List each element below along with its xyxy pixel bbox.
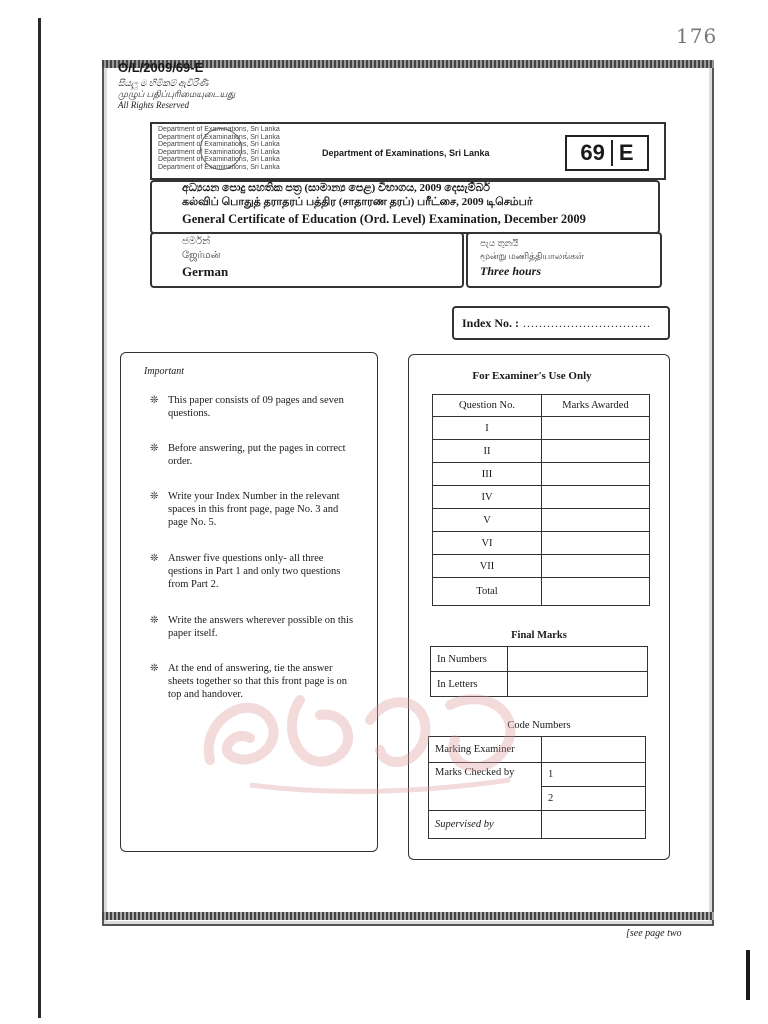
see-page-note: [see page two [626, 928, 682, 939]
page-number: 176 [676, 24, 718, 48]
bullet-icon: ❊ [150, 663, 159, 674]
department-header-pattern: Department of Examinations, Sri Lanka Department of Examinations, Sri Lanka Department of Examinations, Sri Lanka Department of Examinations, Sri Lanka Department of Examinations, Sri Lanka Department of Examinations, Sri Lanka [158, 126, 280, 171]
col-marks-awarded: Marks Awarded [542, 395, 650, 417]
important-item: ❊ Write your Index Number in the relevant spaces in this front page, page No. 3 and page No. 5. [150, 491, 340, 528]
index-label: Index No. : [462, 315, 520, 330]
index-number-field[interactable] [452, 306, 670, 340]
subject-code-letter: E [618, 140, 634, 165]
total-cell[interactable] [542, 578, 650, 606]
marking-examiner-cell[interactable] [542, 737, 646, 763]
checker-2-cell[interactable]: 2 [542, 787, 646, 811]
bullet-icon: ❊ [150, 491, 159, 502]
marks-cell[interactable] [542, 509, 650, 532]
code-numbers-title: Code Numbers [507, 720, 571, 731]
bullet-icon: ❊ [150, 553, 159, 564]
final-marks-title: Final Marks [511, 630, 567, 641]
supervised-by-cell[interactable] [542, 811, 646, 839]
marks-cell[interactable] [542, 555, 650, 578]
exam-title-sinhala: අධ්‍යයන පොදු සහතික පත්‍ර (සාමාන්‍ය පෙළ) විභාගය, 2009 දෙසැම්බර් [182, 182, 491, 194]
exam-title-english: General Certificate of Education (Ord. Level) Examination, December 2009 [182, 212, 586, 226]
department-seal-icon [200, 128, 242, 170]
table-row: II [433, 440, 650, 463]
bottom-border-bar [102, 912, 714, 920]
scan-edge [38, 18, 41, 1018]
duration-tamil: மூன்று மணித்தியாலங்கள் [480, 251, 584, 261]
marks-cell[interactable] [542, 417, 650, 440]
table-row: VII [433, 555, 650, 578]
important-item: ❊ Answer five questions only- all three qestions in Part 1 and only two questions from Part 2. [150, 553, 341, 590]
table-row: IV [433, 486, 650, 509]
marks-table [432, 394, 650, 606]
table-row: In Numbers [431, 647, 648, 672]
table-row: VI [433, 532, 650, 555]
table-row: In Letters [431, 672, 648, 697]
duration-sinhala: පැය තුනයි [480, 238, 519, 248]
watermark-logo-icon [190, 660, 550, 810]
bullet-icon: ❊ [150, 395, 159, 406]
important-item: ❊ At the end of answering, tie the answer sheets together so that this front page is on top and handover. [150, 663, 348, 700]
important-item: ❊ This paper consists of 09 pages and seven questions. [150, 395, 344, 419]
examiner-use-title: For Examiner's Use Only [472, 370, 592, 382]
table-row: III [433, 463, 650, 486]
col-question-no: Question No. [433, 395, 542, 417]
index-blank: ................................ [523, 315, 652, 330]
table-header-row [433, 395, 650, 417]
scan-edge-mark [746, 950, 750, 1000]
subject-english: German [182, 264, 229, 279]
marks-cell[interactable] [542, 440, 650, 463]
important-item: ❊ Before answering, put the pages in correct order. [150, 443, 346, 467]
bullet-icon: ❊ [150, 443, 159, 454]
subject-code-box [565, 135, 649, 171]
rights-notice: සියලු ම හිමිකම් ඇවිරිණි முழுப் பதிப்புரிமையுடையது All Rights Reserved [118, 78, 236, 110]
subject-code-number: 69 [580, 140, 612, 166]
department-title: Department of Examinations, Sri Lanka [322, 148, 490, 158]
duration-english: Three hours [480, 264, 542, 278]
table-row: I [433, 417, 650, 440]
important-item: ❊ Write the answers wherever possible on this paper itself. [150, 615, 354, 639]
subject-tamil: ஜேர்மன் [182, 250, 221, 261]
table-row: Supervised by [429, 811, 646, 839]
marks-cell[interactable] [542, 486, 650, 509]
subject-sinhala: ජර්මන් [182, 236, 211, 247]
exam-title-tamil: கல்விப் பொதுத் தராதரப் பத்திர (சாதாரண தரப்) பரீட்சை, 2009 டிசெம்பர் [182, 196, 533, 208]
marks-cell[interactable] [542, 532, 650, 555]
total-row: Total [433, 578, 650, 606]
important-title: Important [144, 366, 184, 377]
table-row: Marks Checked by 1 [429, 763, 646, 787]
paper-code-line: O/L/2009/69-E [118, 60, 204, 75]
marks-cell[interactable] [542, 463, 650, 486]
checker-1-cell[interactable]: 1 [542, 763, 646, 787]
bullet-icon: ❊ [150, 615, 159, 626]
table-row: V [433, 509, 650, 532]
table-row: Marking Examiner [429, 737, 646, 763]
